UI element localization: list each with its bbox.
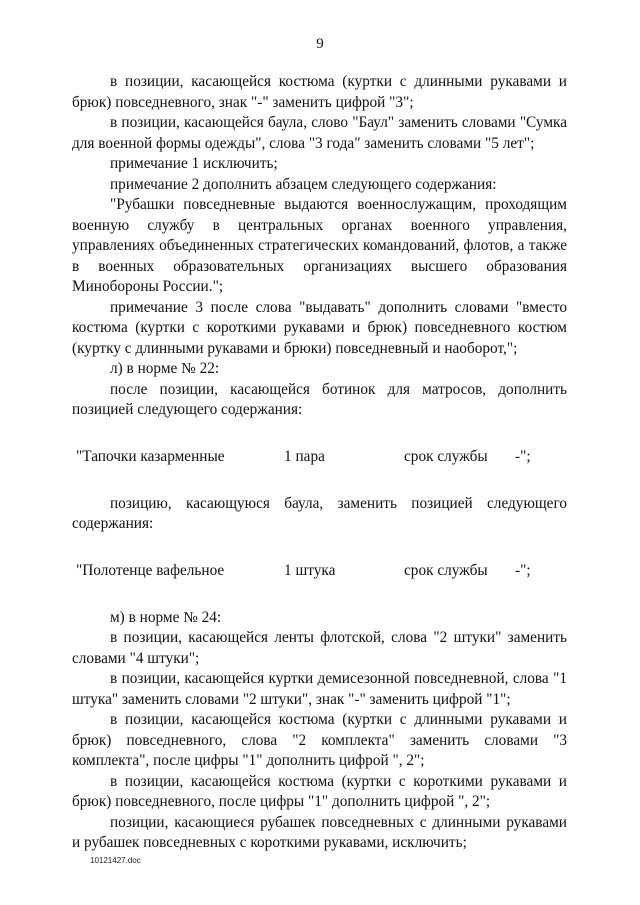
paragraph: "Рубашки повседневные выдаются военнослужащим, проходящим военную службу в центральных органах военного управления, управлениях объединенных стратегических командований, флотов, а также в военных образовательных организациях высшего образования Минобороны России.";	[72, 196, 567, 295]
item-term-label: срок службы	[404, 447, 488, 465]
paragraph: позицию, касающуюся баула, заменить позицией следующего содержания:	[72, 494, 567, 532]
paragraph: примечание 1 исключить;	[110, 155, 278, 172]
item-quantity: 1 штука	[284, 561, 336, 579]
document-body	[72, 72, 567, 854]
item-name: "Тапочки казарменные	[76, 447, 225, 465]
paragraph: в позиции, касающейся костюма (куртки с длинными рукавами и брюк) повседневного, слова "2 комплекта" заменить словами "3 комплекта", после цифры "1" дополнить цифрой ", 2";	[72, 711, 567, 769]
paragraph: в позиции, касающейся ленты флотской, слова "2 штуки" заменить словами "4 штуки";	[72, 629, 567, 667]
item-row-towel	[72, 561, 567, 582]
item-name: "Полотенце вафельное	[76, 561, 225, 579]
paragraph: примечание 3 после слова "выдавать" дополнить словами "вместо костюма (куртки с короткими рукавами и брюк) повседневного костюм (куртку с длинными рукавами и брюки) повседневный и наоборот,";	[72, 298, 567, 357]
item-quantity: 1 пара	[284, 447, 325, 465]
item-term-value: -";	[515, 447, 531, 465]
file-name-footer: 10121427.doc	[90, 856, 141, 865]
paragraph: в позиции, касающейся костюма (куртки с длинными рукавами и брюк) повседневного, знак "-" заменить цифрой "3";	[72, 73, 567, 111]
item-row-slippers	[72, 447, 567, 468]
paragraph: в позиции, касающейся куртки демисезонной повседневной, слова "1 штука" заменить словами "2 штуки", знак "-" заменить цифрой "1";	[72, 670, 567, 708]
paragraph: после позиции, касающейся ботинок для матросов, дополнить позицией следующего содержания:	[72, 380, 567, 418]
item-term-value: -";	[515, 561, 531, 579]
paragraph: позиции, касающиеся рубашек повседневных с длинными рукавами и рубашек повседневных с короткими рукавами, исключить;	[72, 813, 567, 851]
paragraph: примечание 2 дополнить абзацем следующего содержания:	[110, 175, 497, 193]
paragraph: в позиции, касающейся костюма (куртки с короткими рукавами и брюк) повседневного, после цифры "1" дополнить цифрой ", 2";	[72, 772, 567, 810]
page-number: 9	[316, 36, 324, 52]
paragraph: в позиции, касающейся баула, слово "Баул" заменить словами "Сумка для военной формы одежды", слова "3 года" заменить словами "5 лет";	[72, 114, 567, 152]
paragraph: л) в норме № 22:	[110, 360, 220, 377]
paragraph: м) в норме № 24:	[110, 608, 222, 626]
item-term-label: срок службы	[404, 561, 488, 579]
